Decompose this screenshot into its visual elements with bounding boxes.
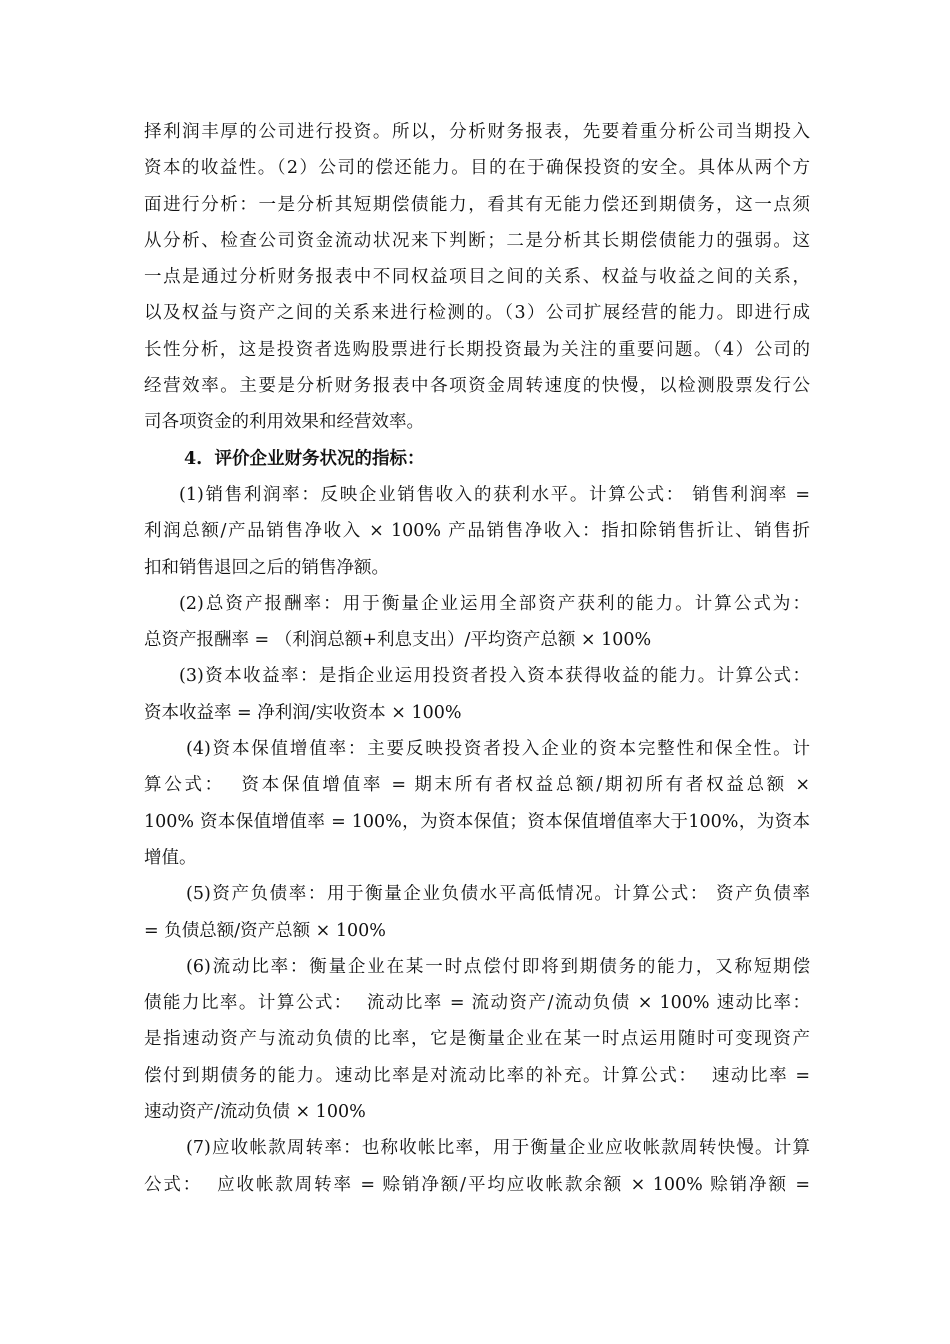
text-line: 择利润丰厚的公司进行投资。所以，分析财务报表，先要着重分析公司当期投入 bbox=[144, 122, 810, 142]
text-line: (3)资本收益率：是指企业运用投资者投入资本获得收益的能力。计算公式： bbox=[179, 666, 810, 687]
text-line: 是指速动资产与流动负债的比率，它是衡量企业在某一时点运用随时可变现资产 bbox=[144, 1029, 810, 1050]
text-line: 利润总额/产品销售净收入 × 100% 产品销售净收入：指扣除销售折让、销售折 bbox=[144, 521, 810, 542]
section-heading: 4. 评价企业财务状况的指标： bbox=[184, 448, 425, 469]
text-line: 100% 资本保值增值率 = 100%，为资本保值；资本保值增值率大于100%，为资本 bbox=[144, 811, 810, 832]
text-line: 面进行分析：一是分析其短期偿债能力，看其有无能力偿还到期债务，这一点须 bbox=[144, 194, 810, 215]
text-line: (2)总资产报酬率：用于衡量企业运用全部资产获利的能力。计算公式为： bbox=[179, 593, 810, 614]
text-line: (7)应收帐款周转率：也称收帐比率，用于衡量企业应收帐款周转快慢。计算 bbox=[186, 1138, 810, 1159]
text-line: (5)资产负债率：用于衡量企业负债水平高低情况。计算公式： 资产负债率 bbox=[186, 884, 810, 905]
text-line: (6)流动比率：衡量企业在某一时点偿付即将到期债务的能力，又称短期偿 bbox=[186, 956, 810, 977]
text-line: 资本的收益性。（2）公司的偿还能力。目的在于确保投资的安全。具体从两个方 bbox=[144, 158, 810, 179]
text-line: 算公式： 资本保值增值率 = 期末所有者权益总额/期初所有者权益总额 × bbox=[144, 775, 810, 796]
text-line: 一点是通过分析财务报表中不同权益项目之间的关系、权益与收益之间的关系， bbox=[144, 267, 810, 288]
text-line: = 负债总额/资产总额 × 100% bbox=[144, 920, 386, 941]
text-line: 速动资产/流动负债 × 100% bbox=[144, 1102, 366, 1123]
text-line: 总资产报酬率 = （利润总额+利息支出）/平均资产总额 × 100% bbox=[144, 630, 652, 651]
text-line: (4)资本保值增值率：主要反映投资者投入企业的资本完整性和保全性。计 bbox=[186, 739, 810, 760]
text-line: 司各项资金的利用效果和经营效率。 bbox=[144, 412, 424, 433]
text-line: 长性分析，这是投资者选购股票进行长期投资最为关注的重要问题。（4）公司的 bbox=[144, 339, 810, 360]
text-line: 债能力比率。计算公式： 流动比率 = 流动资产/流动负债 × 100% 速动比率： bbox=[144, 993, 810, 1014]
text-line: 扣和销售退回之后的销售净额。 bbox=[144, 557, 389, 578]
text-line: 以及权益与资产之间的关系来进行检测的。（3）公司扩展经营的能力。即进行成 bbox=[144, 303, 810, 324]
text-line: 资本收益率 = 净利润/实收资本 × 100% bbox=[144, 702, 462, 723]
text-line: 偿付到期债务的能力。速动比率是对流动比率的补充。计算公式： 速动比率 = bbox=[144, 1065, 810, 1086]
text-line: 从分析、检查公司资金流动状况来下判断；二是分析其长期偿债能力的强弱。这 bbox=[144, 230, 810, 251]
document-body bbox=[144, 114, 810, 1203]
text-line: 增值。 bbox=[144, 847, 197, 868]
text-line: 经营效率。主要是分析财务报表中各项资金周转速度的快慢，以检测股票发行公 bbox=[144, 376, 810, 397]
text-line: 公式： 应收帐款周转率 = 赊销净额/平均应收帐款余额 × 100% 赊销净额 = bbox=[144, 1174, 810, 1195]
text-line: (1)销售利润率：反映企业销售收入的获利水平。计算公式： 销售利润率 = bbox=[179, 484, 810, 505]
